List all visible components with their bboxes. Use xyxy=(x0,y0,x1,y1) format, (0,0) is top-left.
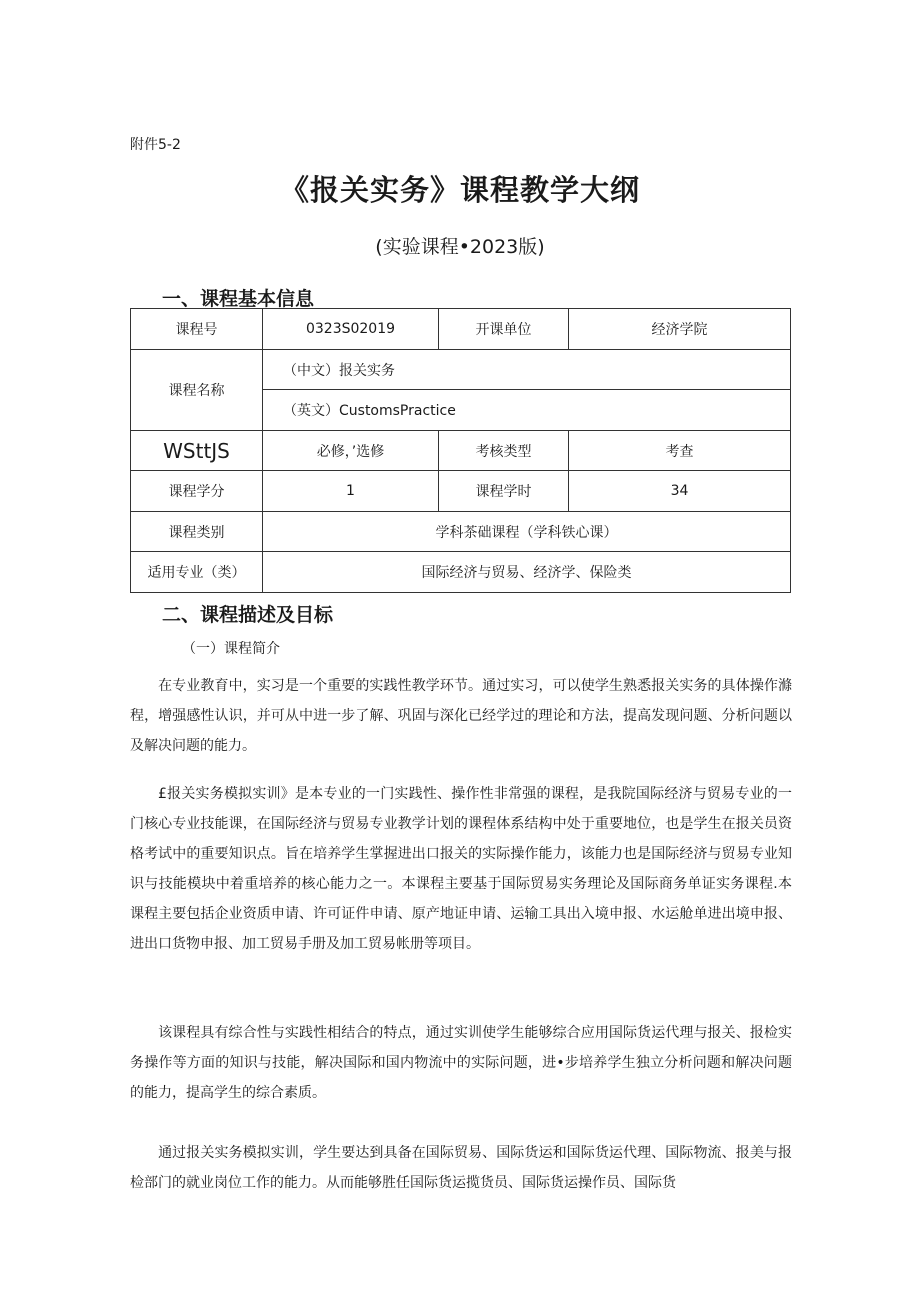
paragraph-text: £报关实务模拟实训》是本专业的一门实践性、操作性非常强的课程，是我院国际经济与贸易专业的一门核心专业技能课，在国际经济与贸易专业教学计划的课程体系结构中处于重要地位，也是学生在报关员资格考试中的重要知识点。旨在培养学生掌握进出口报关的实际操作能力，该能力也是国际经济与贸易专业知识与技能模块中着重培养的核心能力之一。本课程主要基于国际贸易实务理论及国际商务单证实务课程.本课程主要包括企业资质申请、许可证件申请、原产地证申请、运输工具出入境申报、水运舱单进出境申报、进出口货物申报、加工贸易手册及加工贸易帐册等项目。 xyxy=(130,786,792,952)
course-no-label: 课程号 xyxy=(131,309,263,350)
attachment-label: 附件5-2 xyxy=(130,137,181,153)
course-name-cn: （中文）报关实务 xyxy=(263,350,791,390)
document-subtitle: (实验课程•2023版) xyxy=(375,236,545,258)
paragraph-3 xyxy=(130,1018,792,1108)
assess-type-label: 考核类型 xyxy=(439,431,569,471)
course-nature-value: 必修，’选修 xyxy=(263,431,439,471)
majors-label: 适用专业（类） xyxy=(131,552,263,593)
course-no-value: 0323S02019 xyxy=(263,309,439,350)
hours-value: 34 xyxy=(569,471,791,512)
majors-value: 国际经济与贸易、经济学、保险类 xyxy=(263,552,791,593)
paragraph-1 xyxy=(130,671,792,761)
subsection-heading-intro: （一）课程简介 xyxy=(182,641,280,657)
course-nature-label: WSttJS xyxy=(131,431,263,471)
category-label: 课程类别 xyxy=(131,512,263,552)
table-row xyxy=(131,309,791,350)
table-row xyxy=(131,552,791,593)
category-value: 学科茶础课程（学科铁心课） xyxy=(263,512,791,552)
table-row xyxy=(131,471,791,512)
credit-value: 1 xyxy=(263,471,439,512)
dept-label: 开课单位 xyxy=(439,309,569,350)
table-row xyxy=(131,512,791,552)
hours-label: 课程学时 xyxy=(439,471,569,512)
paragraph-text: 通过报关实务模拟实训，学生要达到具备在国际贸易、国际货运和国际货运代理、国际物流、报美与报检部门的就业岗位工作的能力。从而能够胜任国际货运揽货员、国际货运操作员、国际货 xyxy=(130,1145,792,1191)
paragraph-text: 该课程具有综合性与实践性相结合的特点，通过实训使学生能够综合应用国际货运代理与报关、报检实务操作等方面的知识与技能，解决国际和国内物流中的实际问题，进•步培养学生独立分析问题和解决问题的能力，提高学生的综合素质。 xyxy=(130,1025,792,1101)
course-info-table xyxy=(130,308,791,593)
assess-type-value: 考查 xyxy=(569,431,791,471)
course-name-label: 课程名称 xyxy=(131,350,263,431)
dept-value: 经济学院 xyxy=(569,309,791,350)
course-name-en: （英文）CustomsPractice xyxy=(263,390,791,431)
table-row xyxy=(131,431,791,471)
paragraph-text: 在专业教育中，实习是一个重要的实践性教学环节。通过实习，可以使学生熟悉报关实务的具体操作滌程，增强感性认识，并可从中进一步了解、巩固与深化已经学过的理论和方法，提高发现问题、分析问题以及解决问题的能力。 xyxy=(130,678,792,754)
section-heading-basic-info: 一、课程基本信息 xyxy=(162,288,315,310)
document-title: 《报关实务》课程教学大纲 xyxy=(279,173,640,207)
credit-label: 课程学分 xyxy=(131,471,263,512)
paragraph-2 xyxy=(130,779,792,959)
table-row xyxy=(131,350,791,390)
paragraph-4 xyxy=(130,1138,792,1198)
section-heading-description: 二、课程描述及目标 xyxy=(162,604,334,626)
